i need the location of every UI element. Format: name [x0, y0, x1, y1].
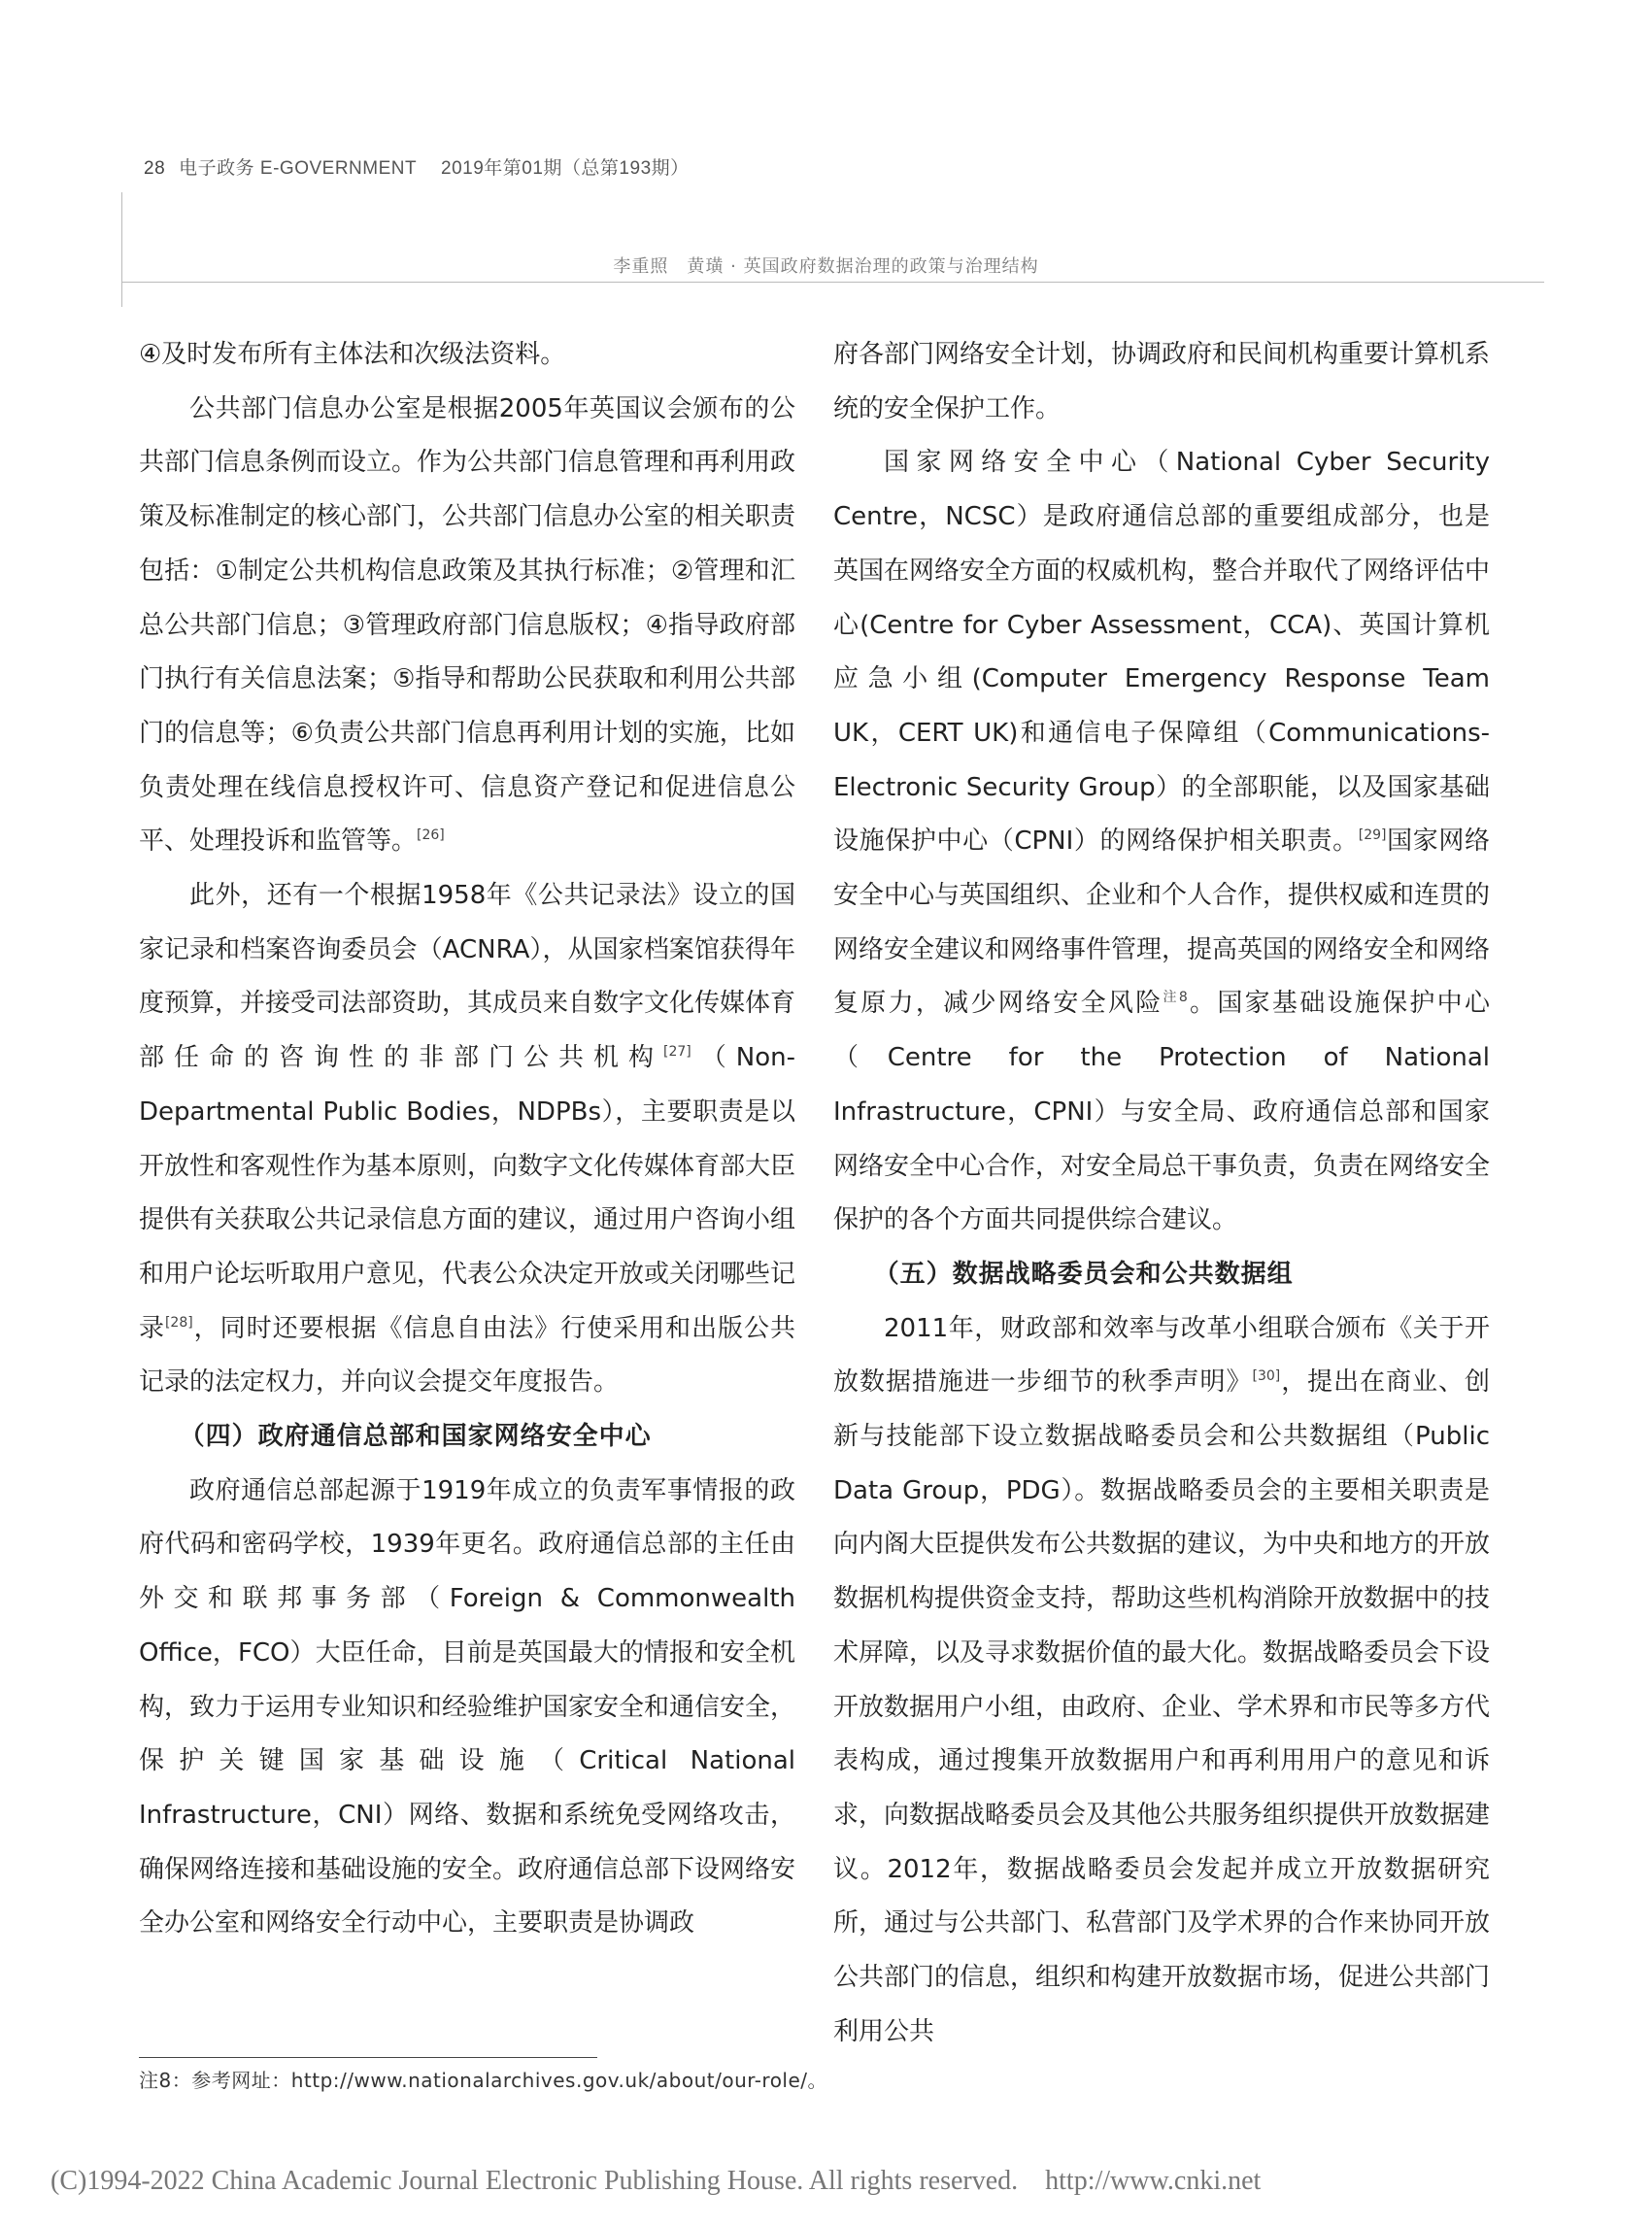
citation-26[interactable]: [26] — [417, 827, 445, 844]
citation-27[interactable]: [27] — [663, 1044, 691, 1061]
paragraph: 2011年，财政部和效率与改革小组联合颁布《关于开放数据措施进一步细节的秋季声明》[30]，提出在商业、创新与技能部下设立数据战略委员会和公共数据组（Public Data Group，PDG）。数据战略委员会的主要相关职责是向内阁大臣提供发布公共数据的建议，为中央和地方的开放数据机构提供资金支持，帮助这些机构消除开放数据中的技术屏障，以及寻求数据价值的最大化。数据战略委员会下设开放数据用户小组，由政府、企业、学术界和市民等多方代表构成，通过搜集开放数据用户和再利用用户的意见和诉求，向数据战略委员会及其他公共服务组织提供开放数据建议。2012年，数据战略委员会发起并成立开放数据研究所，通过与公共部门、私营部门及学术界的合作来协同开放公共部门的信息，组织和构建开放数据市场，促进公共部门利用公共 — [833, 1313, 1491, 2046]
header-vertical-rule — [121, 192, 122, 307]
journal-info: 电子政务 E-GOVERNMENT 2019年第01期（总第193期） — [179, 158, 690, 179]
page-number: 28 — [144, 158, 166, 179]
section-heading-5: （五）数据战略委员会和公共数据组 — [873, 1259, 1294, 1289]
footnote-marker-8[interactable]: 注8 — [1163, 990, 1188, 1006]
running-title: 李重照 黄璜 · 英国政府数据治理的政策与治理结构 — [613, 256, 1039, 277]
footnote-rule — [139, 2057, 597, 2058]
citation-30[interactable]: [30] — [1252, 1368, 1281, 1385]
left-column — [139, 328, 795, 1951]
paragraph: 此外，还有一个根据1958年《公共记录法》设立的国家记录和档案咨询委员会（ACNRA），从国家档案馆获得年度预算，并接受司法部资助，其成员来自数字文化传媒体育部任命的咨询性的非部门公共机构[27]（Non-Departmental Public Bodies，NDPBs），主要职责是以开放性和客观性作为基本原则，向数字文化传媒体育部大臣提供有关获取公共记录信息方面的建议，通过用户咨询小组和用户论坛听取用户意见，代表公众决定开放或关闭哪些记录[28]，同时还要根据《信息自由法》行使采用和出版公共记录的法定权力，并向议会提交年度报告。 — [139, 881, 796, 1398]
paragraph: 府各部门网络安全计划，协调政府和民间机构重要计算机系统的安全保护工作。 — [833, 340, 1491, 423]
paragraph: 公共部门信息办公室是根据2005年英国议会颁布的公共部门信息条例而设立。作为公共部门信息管理和再利用政策及标准制定的核心部门，公共部门信息办公室的相关职责包括：①制定公共机构信息政策及其执行标准；②管理和汇总公共部门信息；③管理政府部门信息版权；④指导政府部门执行有关信息法案；⑤指导和帮助公民获取和利用公共部门的信息等；⑥负责公共部门信息再利用计划的实施，比如负责处理在线信息授权许可、信息资产登记和促进信息公平、处理投诉和监管等。[26] — [139, 393, 796, 857]
paragraph: 政府通信总部起源于1919年成立的负责军事情报的政府代码和密码学校，1939年更名。政府通信总部的主任由外交和联邦事务部（Foreign & Commonwealth Office，FCO）大臣任命，目前是英国最大的情报和安全机构，致力于运用专业知识和经验维护国家安全和通信安全，保护关键国家基础设施（Critical National Infrastructure，CNI）网络、数据和系统免受网络攻击，确保网络连接和基础设施的安全。政府通信总部下设网络安全办公室和网络安全行动中心，主要职责是协调政 — [139, 1475, 796, 1939]
header-horizontal-rule — [121, 282, 1544, 283]
citation-28[interactable]: [28] — [164, 1314, 193, 1331]
section-heading-4: （四）政府通信总部和国家网络安全中心 — [179, 1422, 652, 1452]
paragraph: 国家网络安全中心（National Cyber Security Centre，NCSC）是政府通信总部的重要组成部分，也是英国在网络安全方面的权威机构，整合并取代了网络评估中心(Centre for Cyber Assessment，CCA)、英国计算机应急小组(Computer Emergency Response Team UK，CERT UK)和通信电子保障组（Communications-Electronic Security Group）的全部职能，以及国家基础设施保护中心（CPNI）的网络保护相关职责。[29]国家网络安全中心与英国组织、企业和个人合作，提供权威和连贯的网络安全建议和网络事件管理，提高英国的网络安全和网络复原力，减少网络安全风险$^{注8}$。国家基础设施保护中心（Centre for the Protection of National Infrastructure，CPNI）与安全局、政府通信总部和国家网络安全中心合作，对安全局总干事负责，负责在网络安全保护的各个方面共同提供综合建议。 — [833, 448, 1491, 1235]
footnote: 注8：参考网址：http://www.nationalarchives.gov.uk/about/our-role/。 — [139, 2069, 828, 2092]
journal-header — [144, 153, 690, 180]
citation-29[interactable]: [29] — [1358, 827, 1387, 844]
paragraph: ④及时发布所有主体法和次级法资料。 — [139, 340, 566, 369]
copyright-notice: (C)1994-2022 China Academic Journal Electronic Publishing House. All rights reserved. http://www.cnki.net — [51, 2166, 1262, 2196]
right-column — [833, 328, 1490, 2060]
